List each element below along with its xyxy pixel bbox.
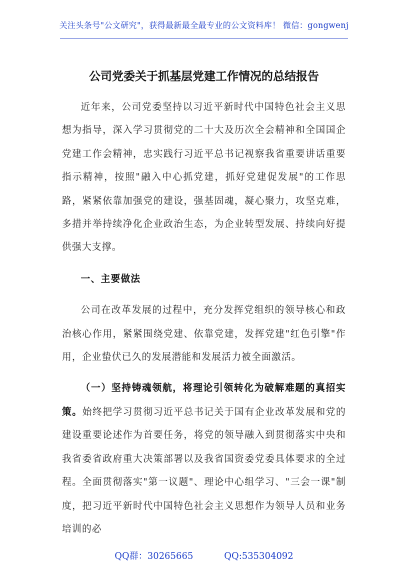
intro-paragraph: 近年来，公司党委坚持以习近平新时代中国特色社会主义思想为指导，深入学习贯彻党的二十大及历次全会精神和全国国企党建工作会精神，忠实践行习近平总书记视察我省重要讲话重要指示精神，按照"融入中心抓党建，抓好党建促发展"的工作思路，紧紧依靠加强党的建设，强基固魂，凝心聚力，攻坚克难，多措并举持续净化企业政治生态，为企业转型发展、持续向好提供强大支撑。 bbox=[62, 102, 346, 254]
page-header-banner: 关注头条号"公文研究"，获得最新最全最专业的公文资料库！ 微信：gongwenj bbox=[59, 21, 349, 30]
header-divider bbox=[60, 38, 348, 39]
document-title: 公司党委关于抓基层党建工作情况的总结报告 bbox=[89, 69, 319, 83]
subsection-body: 始终把学习贯彻习近平总书记关于国有企业改革发展和党的建设重要论述作为首要任务，将党的领导融入到贯彻落实中央和我省委省政府重大决策部署以及我省国资委党委具体要求的全过程。全面贯彻落实"第一议题"、理论中心组学习、"三会一课"制度，把习近平新时代中国特色社会主义思想作为领导人员和业务培训的必 bbox=[62, 406, 347, 535]
section-paragraph: 公司在改革发展的过程中，充分发挥党组织的领导核心和政治核心作用，紧紧围绕党建、依靠党建，发挥党建"红色引擎"作用，企业蛰伏已久的发展潜能和发展活力被全面激活。 bbox=[62, 305, 346, 364]
page-footer bbox=[0, 549, 408, 562]
subsection-lead: （一）坚持铸魂领航，将理论引领转化为破解难题的真招实策。 bbox=[62, 383, 346, 418]
subsection-paragraph bbox=[62, 377, 346, 541]
footer-qq: QQ:535304092 bbox=[224, 552, 294, 562]
document-body bbox=[62, 96, 346, 549]
section-heading: 一、主要做法 bbox=[80, 273, 141, 285]
footer-qq-group: QQ群：30265665 bbox=[114, 552, 194, 562]
